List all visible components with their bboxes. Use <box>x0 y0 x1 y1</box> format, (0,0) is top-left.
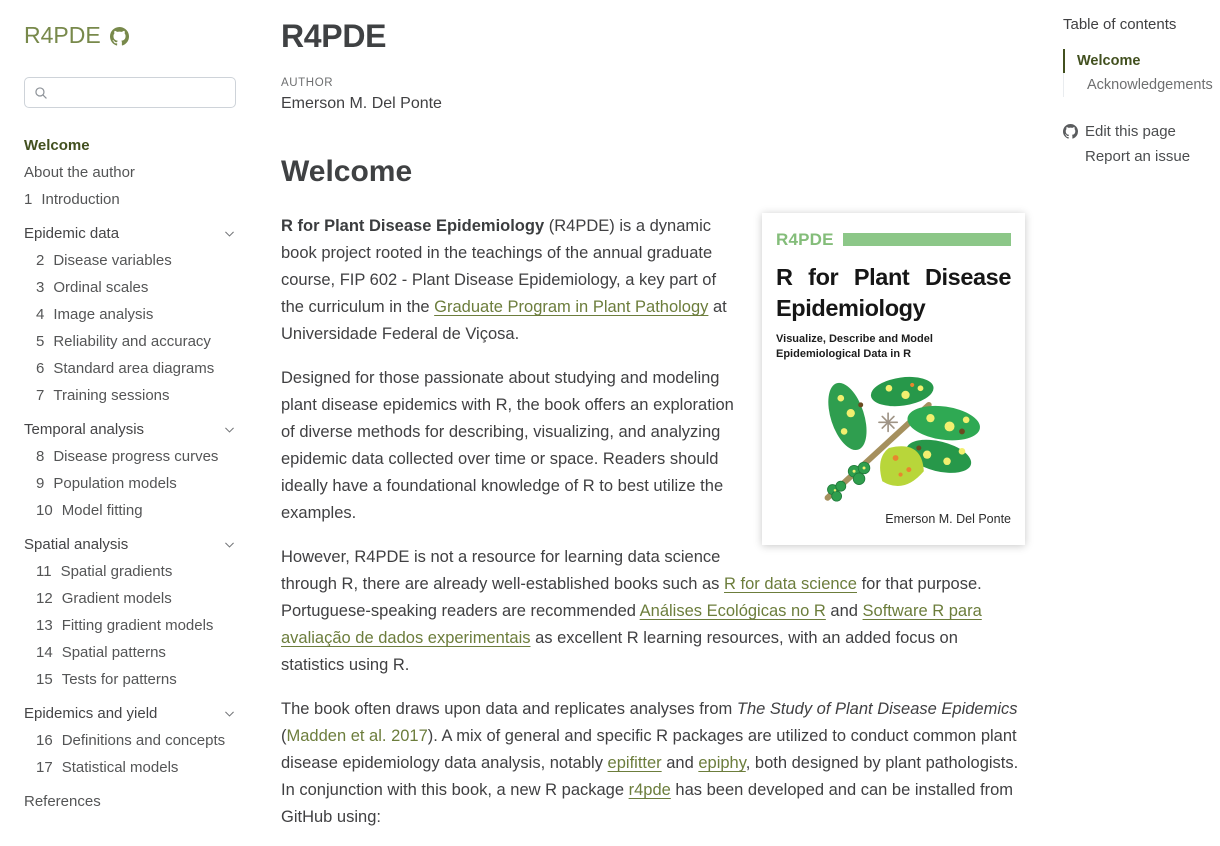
sidebar-item-label: Training sessions <box>53 387 170 404</box>
chapter-number: 1 <box>24 191 33 208</box>
cover-subtitle-line2: Epidemiological Data in R <box>776 348 912 361</box>
text-link[interactable]: Análises Ecológicas no R <box>639 602 826 620</box>
sidebar-item-standard-area-diagrams[interactable] <box>24 355 236 382</box>
cover-subtitle <box>776 332 1011 363</box>
paragraph-text: ( <box>281 727 287 745</box>
sidebar-item-gradient-models[interactable] <box>24 585 236 612</box>
sidebar-item-label: Welcome <box>24 137 90 154</box>
chevron-down-icon[interactable] <box>223 423 236 436</box>
toc-panel <box>1063 0 1220 846</box>
report-an-issue-link[interactable] <box>1063 148 1220 165</box>
chapter-number: 5 <box>36 333 45 350</box>
text-link[interactable]: r4pde <box>628 781 671 799</box>
report-an-issue-label: Report an issue <box>1085 148 1191 165</box>
chapter-number: 17 <box>36 759 53 776</box>
sidebar-item-label: Reliability and accuracy <box>53 333 211 350</box>
paragraph-text: and <box>825 602 863 620</box>
sidebar-item-references[interactable] <box>24 788 236 815</box>
diseased-plant-illustration <box>776 365 1011 506</box>
italic-text: The Study of Plant Disease Epidemics <box>736 700 1018 718</box>
sidebar-item-label: Tests for patterns <box>61 671 177 688</box>
sidebar-item-label: Gradient models <box>61 590 172 607</box>
sidebar-item-spatial-patterns[interactable] <box>24 639 236 666</box>
sidebar-item-disease-progress-curves[interactable] <box>24 443 236 470</box>
sidebar-item-label: Disease progress curves <box>53 448 219 465</box>
chapter-number: 15 <box>36 671 53 688</box>
chevron-down-icon[interactable] <box>223 538 236 551</box>
cover-subtitle-line1: Visualize, Describe and Model <box>776 333 933 346</box>
sidebar-item-label: About the author <box>24 164 135 181</box>
sidebar-item-model-fitting[interactable] <box>24 497 236 524</box>
brand-logo-link[interactable]: R4PDE <box>24 22 101 48</box>
paragraph-text: for that purpose. Portuguese-speaking readers are recommended <box>281 575 982 620</box>
paragraph-text: The book often draws upon data and replicates analyses from <box>281 700 737 718</box>
chapter-number: 4 <box>36 306 45 323</box>
chapter-number: 3 <box>36 279 45 296</box>
chapter-number: 10 <box>36 502 53 519</box>
toc-list <box>1063 49 1220 97</box>
chapter-number: 2 <box>36 252 45 269</box>
sidebar-item-label: Disease variables <box>53 252 172 269</box>
sidebar-item-label: Spatial analysis <box>24 536 129 553</box>
paragraph <box>281 544 1025 679</box>
sidebar-item-label: Epidemic data <box>24 225 120 242</box>
document-title: R4PDE <box>281 18 387 54</box>
sidebar-item-label: Standard area diagrams <box>53 360 215 377</box>
article-body <box>281 213 1025 831</box>
sidebar-item-spatial-analysis[interactable] <box>24 531 236 558</box>
github-icon[interactable] <box>110 27 129 46</box>
sidebar-item-label: References <box>24 793 101 810</box>
sidebar-item-label: Spatial patterns <box>61 644 166 661</box>
chapter-number: 12 <box>36 590 53 607</box>
sidebar-item-label: Statistical models <box>61 759 179 776</box>
paragraph-text: at Universidade Federal de Viçosa. <box>281 298 727 343</box>
search-icon <box>34 86 48 100</box>
toc-title: Table of contents <box>1063 16 1177 33</box>
paragraph-text: has been developed and can be installed from GitHub using: <box>281 781 1013 826</box>
sidebar-item-reliability-and-accuracy[interactable] <box>24 328 236 355</box>
citation-link[interactable]: Madden et al. 2017 <box>286 727 428 745</box>
sidebar-item-epidemic-data[interactable] <box>24 220 236 247</box>
text-link[interactable]: Software R para avaliação de dados experimentais <box>281 602 982 647</box>
cover-title: R for Plant Disease Epidemiology <box>776 264 1011 321</box>
cover-author: Emerson M. Del Ponte <box>885 512 1011 526</box>
chapter-number: 11 <box>36 563 52 580</box>
sidebar-item-ordinal-scales[interactable] <box>24 274 236 301</box>
sidebar <box>0 0 260 846</box>
toc-item-acknowledgements[interactable]: Acknowledgements <box>1087 77 1213 93</box>
text-link[interactable]: epifitter <box>607 754 662 772</box>
sidebar-item-statistical-models[interactable] <box>24 754 236 781</box>
chapter-number: 14 <box>36 644 53 661</box>
cover-brand-row <box>776 226 1011 253</box>
sidebar-item-spatial-gradients[interactable] <box>24 558 236 585</box>
sidebar-item-label: Fitting gradient models <box>61 617 214 634</box>
chapter-number: 8 <box>36 448 45 465</box>
chapter-number: 16 <box>36 732 53 749</box>
main-content <box>281 0 1025 846</box>
paragraph-text: ). A mix of general and specific R packages are utilized to conduct common plant disease epidemiology data analysis, notably <box>281 727 1017 772</box>
paragraph-text: Designed for those passionate about studying and modeling plant disease epidemics with R, the book offers an exploration of diverse methods for describing, visualizing, and analyzing epidemic data collected over time or space. Readers should ideally have a foundational knowledge of R to best utilize the examples. <box>281 369 734 522</box>
page-heading: Welcome <box>281 155 413 188</box>
sidebar-item-label: Introduction <box>41 191 120 208</box>
sidebar-item-label: Temporal analysis <box>24 421 145 438</box>
sidebar-item-temporal-analysis[interactable] <box>24 416 236 443</box>
cover-brand-text: R4PDE <box>776 230 834 249</box>
brand-row <box>24 22 236 49</box>
search-box[interactable] <box>24 77 236 108</box>
edit-this-page-link[interactable] <box>1063 123 1220 140</box>
chapter-number: 7 <box>36 387 45 404</box>
sidebar-item-label: Model fitting <box>61 502 143 519</box>
author-name: Emerson M. Del Ponte <box>281 95 442 112</box>
chapter-number: 6 <box>36 360 45 377</box>
chapter-number: 9 <box>36 475 45 492</box>
sidebar-item-epidemics-and-yield[interactable] <box>24 700 236 727</box>
sidebar-item-label: Ordinal scales <box>53 279 149 296</box>
sidebar-nav <box>24 132 236 815</box>
sidebar-item-introduction[interactable] <box>24 186 236 213</box>
sidebar-item-welcome[interactable] <box>24 132 236 159</box>
book-cover-image <box>762 213 1025 545</box>
sidebar-item-training-sessions[interactable] <box>24 382 236 409</box>
toc-item-welcome[interactable]: Welcome <box>1063 49 1220 73</box>
github-icon <box>1063 124 1078 139</box>
paragraph-text: as excellent R learning resources, with an added focus on statistics using R. <box>281 629 958 674</box>
sidebar-item-label: Definitions and concepts <box>61 732 226 749</box>
sidebar-item-label: Image analysis <box>53 306 154 323</box>
search-input[interactable] <box>55 85 226 101</box>
text-link[interactable]: R for data science <box>724 575 857 593</box>
sidebar-item-definitions-and-concepts[interactable] <box>24 727 236 754</box>
edit-this-page-label: Edit this page <box>1085 123 1176 140</box>
sidebar-item-label: Spatial gradients <box>60 563 173 580</box>
sidebar-item-label: Population models <box>53 475 177 492</box>
bold-text: R for Plant Disease Epidemiology <box>281 217 545 235</box>
paragraph-text: However, R4PDE is not a resource for learning data science through R, there are already well-established books such as <box>281 548 724 593</box>
paragraph-text: , both designed by plant pathologists. In conjunction with this book, a new R package <box>281 754 1019 799</box>
author-label: AUTHOR <box>281 77 334 89</box>
sidebar-item-image-analysis[interactable] <box>24 301 236 328</box>
chevron-down-icon[interactable] <box>223 227 236 240</box>
cover-green-bar <box>843 233 1011 246</box>
sidebar-item-disease-variables[interactable] <box>24 247 236 274</box>
paragraph-text: (R4PDE) is a dynamic book project rooted in the teachings of the annual graduate course, FIP 602 - Plant Disease Epidemiology, a key part of the curriculum in the <box>281 217 717 316</box>
text-link[interactable]: epiphy <box>698 754 746 772</box>
sidebar-item-tests-for-patterns[interactable] <box>24 666 236 693</box>
chevron-down-icon[interactable] <box>223 707 236 720</box>
sidebar-item-label: Epidemics and yield <box>24 705 158 722</box>
toc-actions <box>1063 123 1220 165</box>
sidebar-item-about-the-author[interactable] <box>24 159 236 186</box>
paragraph <box>281 696 1025 831</box>
chapter-number: 13 <box>36 617 53 634</box>
text-link[interactable]: Graduate Program in Plant Pathology <box>434 298 709 316</box>
paragraph-text: and <box>661 754 699 772</box>
sidebar-item-population-models[interactable] <box>24 470 236 497</box>
sidebar-item-fitting-gradient-models[interactable] <box>24 612 236 639</box>
